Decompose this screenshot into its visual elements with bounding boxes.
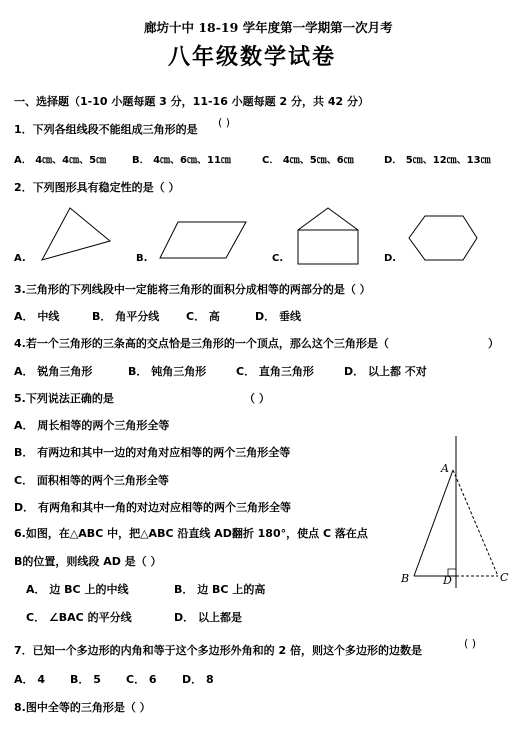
q4-option-d: D． 以上都 不对 — [344, 365, 427, 378]
q3-option-c: C． 高 — [186, 310, 220, 323]
q3-option-b: B． 角平分线 — [92, 310, 160, 323]
q2-shape-hexagon — [407, 214, 479, 262]
section-heading: 一、选择题（1-10 小题每题 3 分，11-16 小题每题 2 分，共 42 分） — [14, 95, 369, 108]
q4-option-c: C． 直角三角形 — [236, 365, 314, 378]
q5-option-c: C． 面积相等的两个三角形全等 — [14, 474, 169, 487]
q7-stem: 7．已知一个多边形的内角和等于这个多边形外角和的 2 倍，则这个多边形的边数是 — [14, 644, 422, 657]
q2-stem: 2．下列图形具有稳定性的是（ ） — [14, 181, 180, 194]
q2-shape-parallelogram — [158, 220, 248, 262]
q6-side-ac — [453, 470, 498, 576]
q2-shape-pentagon-house — [296, 206, 362, 266]
q2-shape-triangle — [40, 206, 112, 262]
q7-paren: ( ) — [464, 637, 477, 650]
q6-option-a: A． 边 BC 上的中线 — [26, 583, 129, 596]
q4-paren-close: ） — [488, 337, 499, 350]
q1-option-b: B． 4㎝、6㎝、11㎝ — [132, 155, 231, 166]
q6-label-a: A — [441, 462, 449, 475]
q1-paren: ( ) — [218, 116, 231, 129]
q6-label-b: B — [401, 572, 410, 585]
q6-option-c: C． ∠BAC 的平分线 — [26, 611, 132, 624]
q1-option-a: A． 4㎝、4㎝、5㎝ — [14, 155, 107, 166]
q6-label-c: C — [500, 571, 509, 584]
q4-option-b: B． 钝角三角形 — [128, 365, 207, 378]
q6-figure — [396, 432, 516, 592]
q2-label-a: A. — [14, 253, 26, 264]
q7-option-a: A． 4 — [14, 673, 45, 686]
q2-label-b: B. — [136, 253, 148, 264]
school-line: 廊坊十中 18-19 学年度第一学期第一次月考 — [144, 20, 393, 35]
q6-option-b: B． 边 BC 上的高 — [174, 583, 266, 596]
q6-side-ab — [414, 470, 453, 576]
q5-option-b: B． 有两边和其中一边的对角对应相等的两个三角形全等 — [14, 446, 291, 459]
q3-option-d: D． 垂线 — [255, 310, 301, 323]
q5-stem: 5.下列说法正确的是 — [14, 392, 114, 405]
q1-option-d: D． 5㎝、12㎝、13㎝ — [384, 155, 491, 166]
q3-stem: 3.三角形的下列线段中一定能将三角形的面积分成相等的两部分的是（ ） — [14, 283, 371, 296]
q5-paren: （ ） — [244, 392, 270, 405]
q1-option-c: C． 4㎝、5㎝、6㎝ — [262, 155, 354, 166]
exam-title: 八年级数学试卷 — [168, 44, 337, 70]
q1-stem: 1．下列各组线段不能组成三角形的是 — [14, 123, 198, 136]
q3-option-a: A． 中线 — [14, 310, 60, 323]
q6-label-d: D — [443, 574, 452, 587]
q8-stem: 8.图中全等的三角形是（ ） — [14, 701, 151, 714]
q6-option-d: D． 以上都是 — [174, 611, 242, 624]
q4-option-a: A． 锐角三角形 — [14, 365, 93, 378]
q6-stem-line2: B的位置，则线段 AD 是（ ） — [14, 555, 162, 568]
q2-label-c: C. — [272, 253, 284, 264]
q7-option-b: B． 5 — [70, 673, 101, 686]
q4-stem: 4.若一个三角形的三条高的交点恰是三角形的一个顶点，那么这个三角形是（ — [14, 337, 389, 350]
q5-option-d: D． 有两角和其中一角的对边对应相等的两个三角形全等 — [14, 501, 291, 514]
q7-option-c: C． 6 — [126, 673, 157, 686]
q5-option-a: A． 周长相等的两个三角形全等 — [14, 419, 170, 432]
q2-label-d: D. — [384, 253, 397, 264]
q6-stem-line1: 6.如图，在△ABC 中，把△ABC 沿直线 AD翻折 180°，使点 C 落在点 — [14, 527, 368, 540]
q7-option-d: D． 8 — [182, 673, 214, 686]
